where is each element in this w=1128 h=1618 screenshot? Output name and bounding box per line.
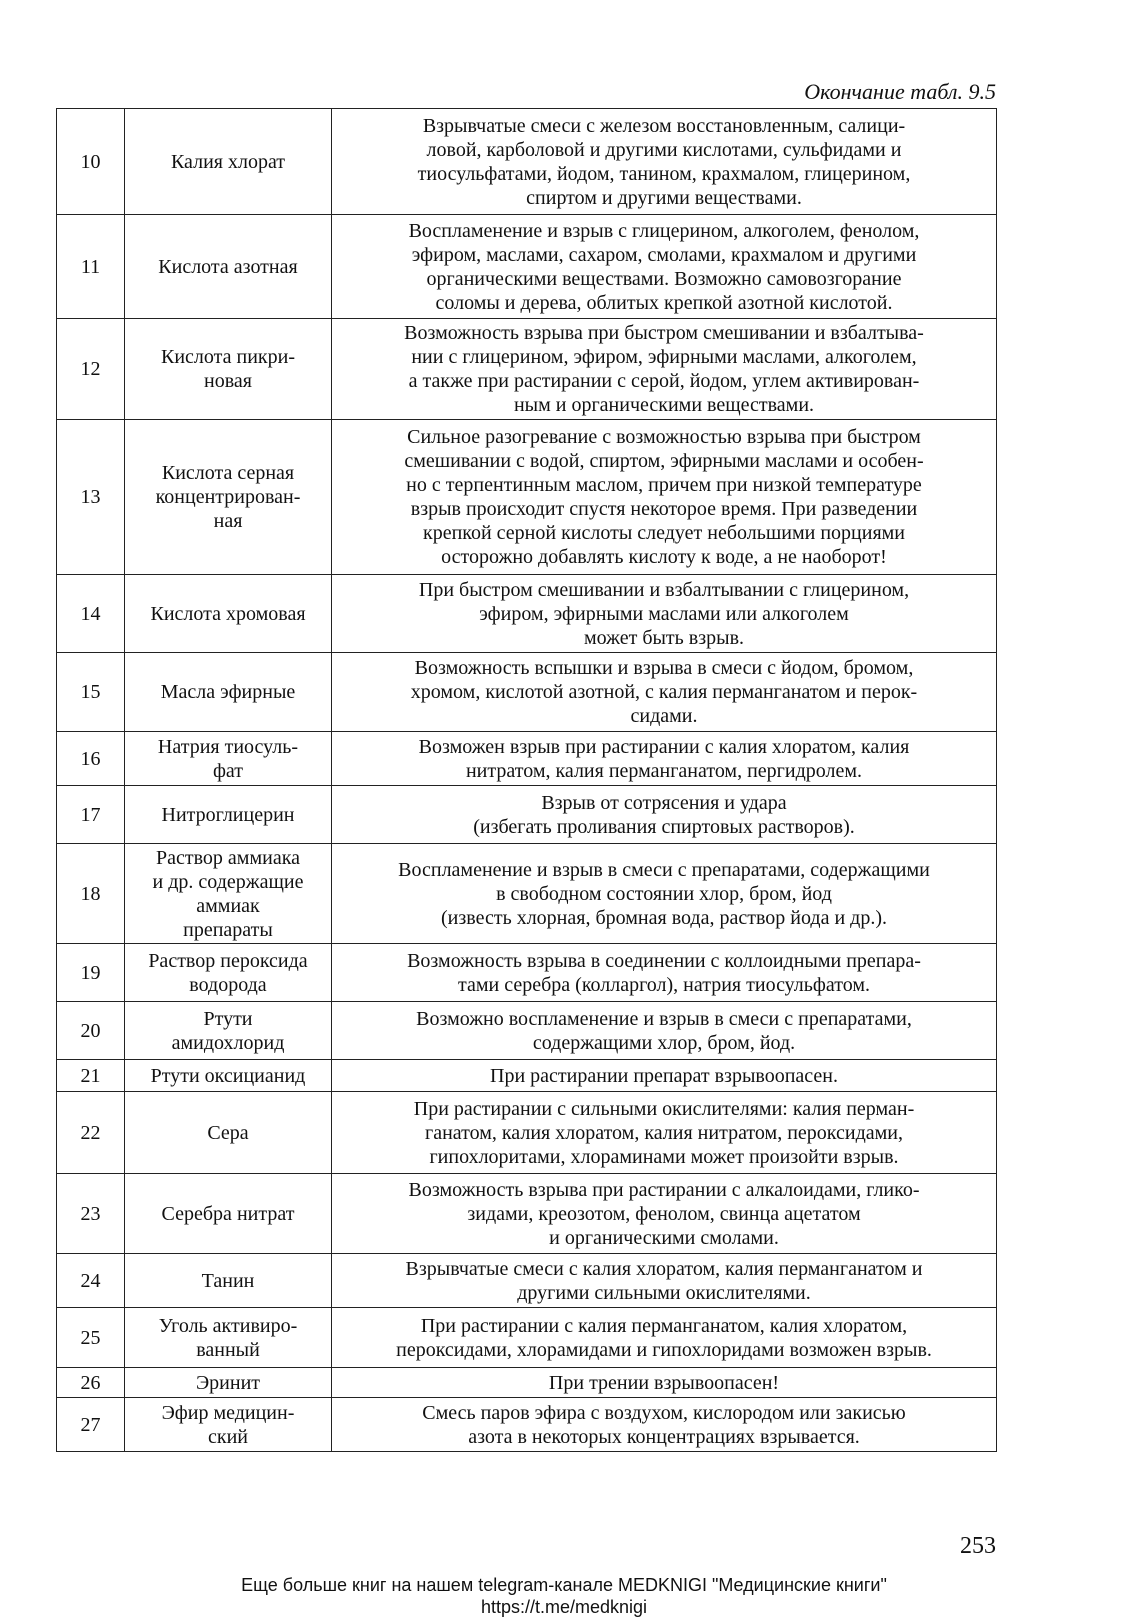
substance-name: Ртути амидохлорид — [125, 1002, 332, 1060]
table-caption: Окончание табл. 9.5 — [804, 79, 996, 104]
row-number: 20 — [57, 1002, 125, 1060]
row-number: 26 — [57, 1368, 125, 1398]
table-row — [57, 1174, 997, 1254]
table-row — [57, 944, 997, 1002]
hazard-description: Сильное разогревание с возможностью взрыва при быстром смешивании с водой, спиртом, эфирными маслами и особен- но с терпентинным маслом, причем при низкой температуре взрыв происходит спустя некоторое время. При разведении крепкой серной кислоты следует небольшими порциями осторожно добавлять кислоту к воде, а не наоборот! — [332, 420, 997, 575]
hazard-description: Взрывчатые смеси с железом восстановленным, салици- ловой, карболовой и другими кислотами, сульфидами и тиосульфатами, йодом, танином, крахмалом, глицерином, спиртом и другими веществами. — [332, 109, 997, 215]
substance-name: Эфир медицин- ский — [125, 1398, 332, 1452]
telegram-link[interactable]: https://t.me/medknigi — [480, 1597, 648, 1617]
hazard-description: Возможность взрыва при растирании с алкалоидами, глико- зидами, креозотом, фенолом, свинца ацетатом и органическими смолами. — [332, 1174, 997, 1254]
hazard-description: Возможность взрыва при быстром смешивании и взбалтыва- нии с глицерином, эфиром, эфирными маслами, алкоголем, а также при растирании с серой, йодом, углем активирован- ным и органическими веществами. — [332, 319, 997, 420]
row-number: 22 — [57, 1092, 125, 1174]
substance-name: Натрия тиосуль- фат — [125, 732, 332, 786]
table-row — [57, 215, 997, 319]
table-row — [57, 786, 997, 844]
hazard-description: Взрыв от сотрясения и удара (избегать проливания спиртовых растворов). — [332, 786, 997, 844]
table-row — [57, 844, 997, 944]
table-row — [57, 319, 997, 420]
row-number: 13 — [57, 420, 125, 575]
row-number: 14 — [57, 575, 125, 653]
substance-name: Кислота азотная — [125, 215, 332, 319]
hazard-description: Возможно воспламенение и взрыв в смеси с препаратами, содержащими хлор, бром, йод. — [332, 1002, 997, 1060]
hazard-description: Возможность взрыва в соединении с коллоидными препара- тами серебра (колларгол), натрия тиосульфатом. — [332, 944, 997, 1002]
substance-name: Ртути оксицианид — [125, 1060, 332, 1092]
row-number: 10 — [57, 109, 125, 215]
table-row — [57, 1398, 997, 1452]
hazard-description: При растирании с калия перманганатом, калия хлоратом, пероксидами, хлорамидами и гипохлоридами возможен взрыв. — [332, 1308, 997, 1368]
table-row — [57, 1002, 997, 1060]
substance-name: Нитроглицерин — [125, 786, 332, 844]
row-number: 15 — [57, 653, 125, 732]
substance-name: Раствор пероксида водорода — [125, 944, 332, 1002]
substance-name: Кислота хромовая — [125, 575, 332, 653]
substance-name: Уголь активиро- ванный — [125, 1308, 332, 1368]
page-number: 253 — [960, 1533, 996, 1559]
footer — [0, 1574, 1128, 1618]
table-row — [57, 575, 997, 653]
table-row — [57, 420, 997, 575]
table-row — [57, 1308, 997, 1368]
row-number: 23 — [57, 1174, 125, 1254]
substance-name: Эринит — [125, 1368, 332, 1398]
row-number: 17 — [57, 786, 125, 844]
hazard-description: Воспламенение и взрыв в смеси с препаратами, содержащими в свободном состоянии хлор, бром, йод (известь хлорная, бромная вода, раствор йода и др.). — [332, 844, 997, 944]
table-row — [57, 1092, 997, 1174]
hazard-description: Воспламенение и взрыв с глицерином, алкоголем, фенолом, эфиром, маслами, сахаром, смолами, крахмалом и другими органическими веществами. Возможно самовозгорание соломы и дерева, облитых крепкой азотной кислотой. — [332, 215, 997, 319]
row-number: 21 — [57, 1060, 125, 1092]
footer-promo-text: Еще больше книг на нашем telegram-канале MEDKNIGI "Медицинские книги" — [241, 1575, 887, 1595]
hazard-description: При трении взрывоопасен! — [332, 1368, 997, 1398]
hazard-description: При растирании с сильными окислителями: калия перман- ганатом, калия хлоратом, калия нитратом, пероксидами, гипохлоритами, хлораминами может произойти взрыв. — [332, 1092, 997, 1174]
substance-name: Калия хлорат — [125, 109, 332, 215]
hazard-table — [56, 108, 997, 1452]
substance-name: Масла эфирные — [125, 653, 332, 732]
row-number: 18 — [57, 844, 125, 944]
row-number: 11 — [57, 215, 125, 319]
hazard-description: Возможность вспышки и взрыва в смеси с йодом, бромом, хромом, кислотой азотной, с калия перманганатом и перок- сидами. — [332, 653, 997, 732]
substance-name: Раствор аммиака и др. содержащие аммиак препараты — [125, 844, 332, 944]
substance-name: Кислота серная концентрирован- ная — [125, 420, 332, 575]
row-number: 19 — [57, 944, 125, 1002]
hazard-description: Взрывчатые смеси с калия хлоратом, калия перманганатом и другими сильными окислителями. — [332, 1254, 997, 1308]
hazard-description: Возможен взрыв при растирании с калия хлоратом, калия нитратом, калия перманганатом, пергидролем. — [332, 732, 997, 786]
row-number: 25 — [57, 1308, 125, 1368]
table-row — [57, 732, 997, 786]
row-number: 24 — [57, 1254, 125, 1308]
table-row — [57, 1254, 997, 1308]
substance-name: Сера — [125, 1092, 332, 1174]
table-row — [57, 653, 997, 732]
substance-name: Танин — [125, 1254, 332, 1308]
substance-name: Кислота пикри- новая — [125, 319, 332, 420]
hazard-description: При быстром смешивании и взбалтывании с глицерином, эфиром, эфирными маслами или алкоголем может быть взрыв. — [332, 575, 997, 653]
row-number: 16 — [57, 732, 125, 786]
hazard-description: Смесь паров эфира с воздухом, кислородом или закисью азота в некоторых концентрациях взрывается. — [332, 1398, 997, 1452]
row-number: 12 — [57, 319, 125, 420]
hazard-description: При растирании препарат взрывоопасен. — [332, 1060, 997, 1092]
table-row — [57, 1368, 997, 1398]
row-number: 27 — [57, 1398, 125, 1452]
table-row — [57, 1060, 997, 1092]
substance-name: Серебра нитрат — [125, 1174, 332, 1254]
table-row — [57, 109, 997, 215]
